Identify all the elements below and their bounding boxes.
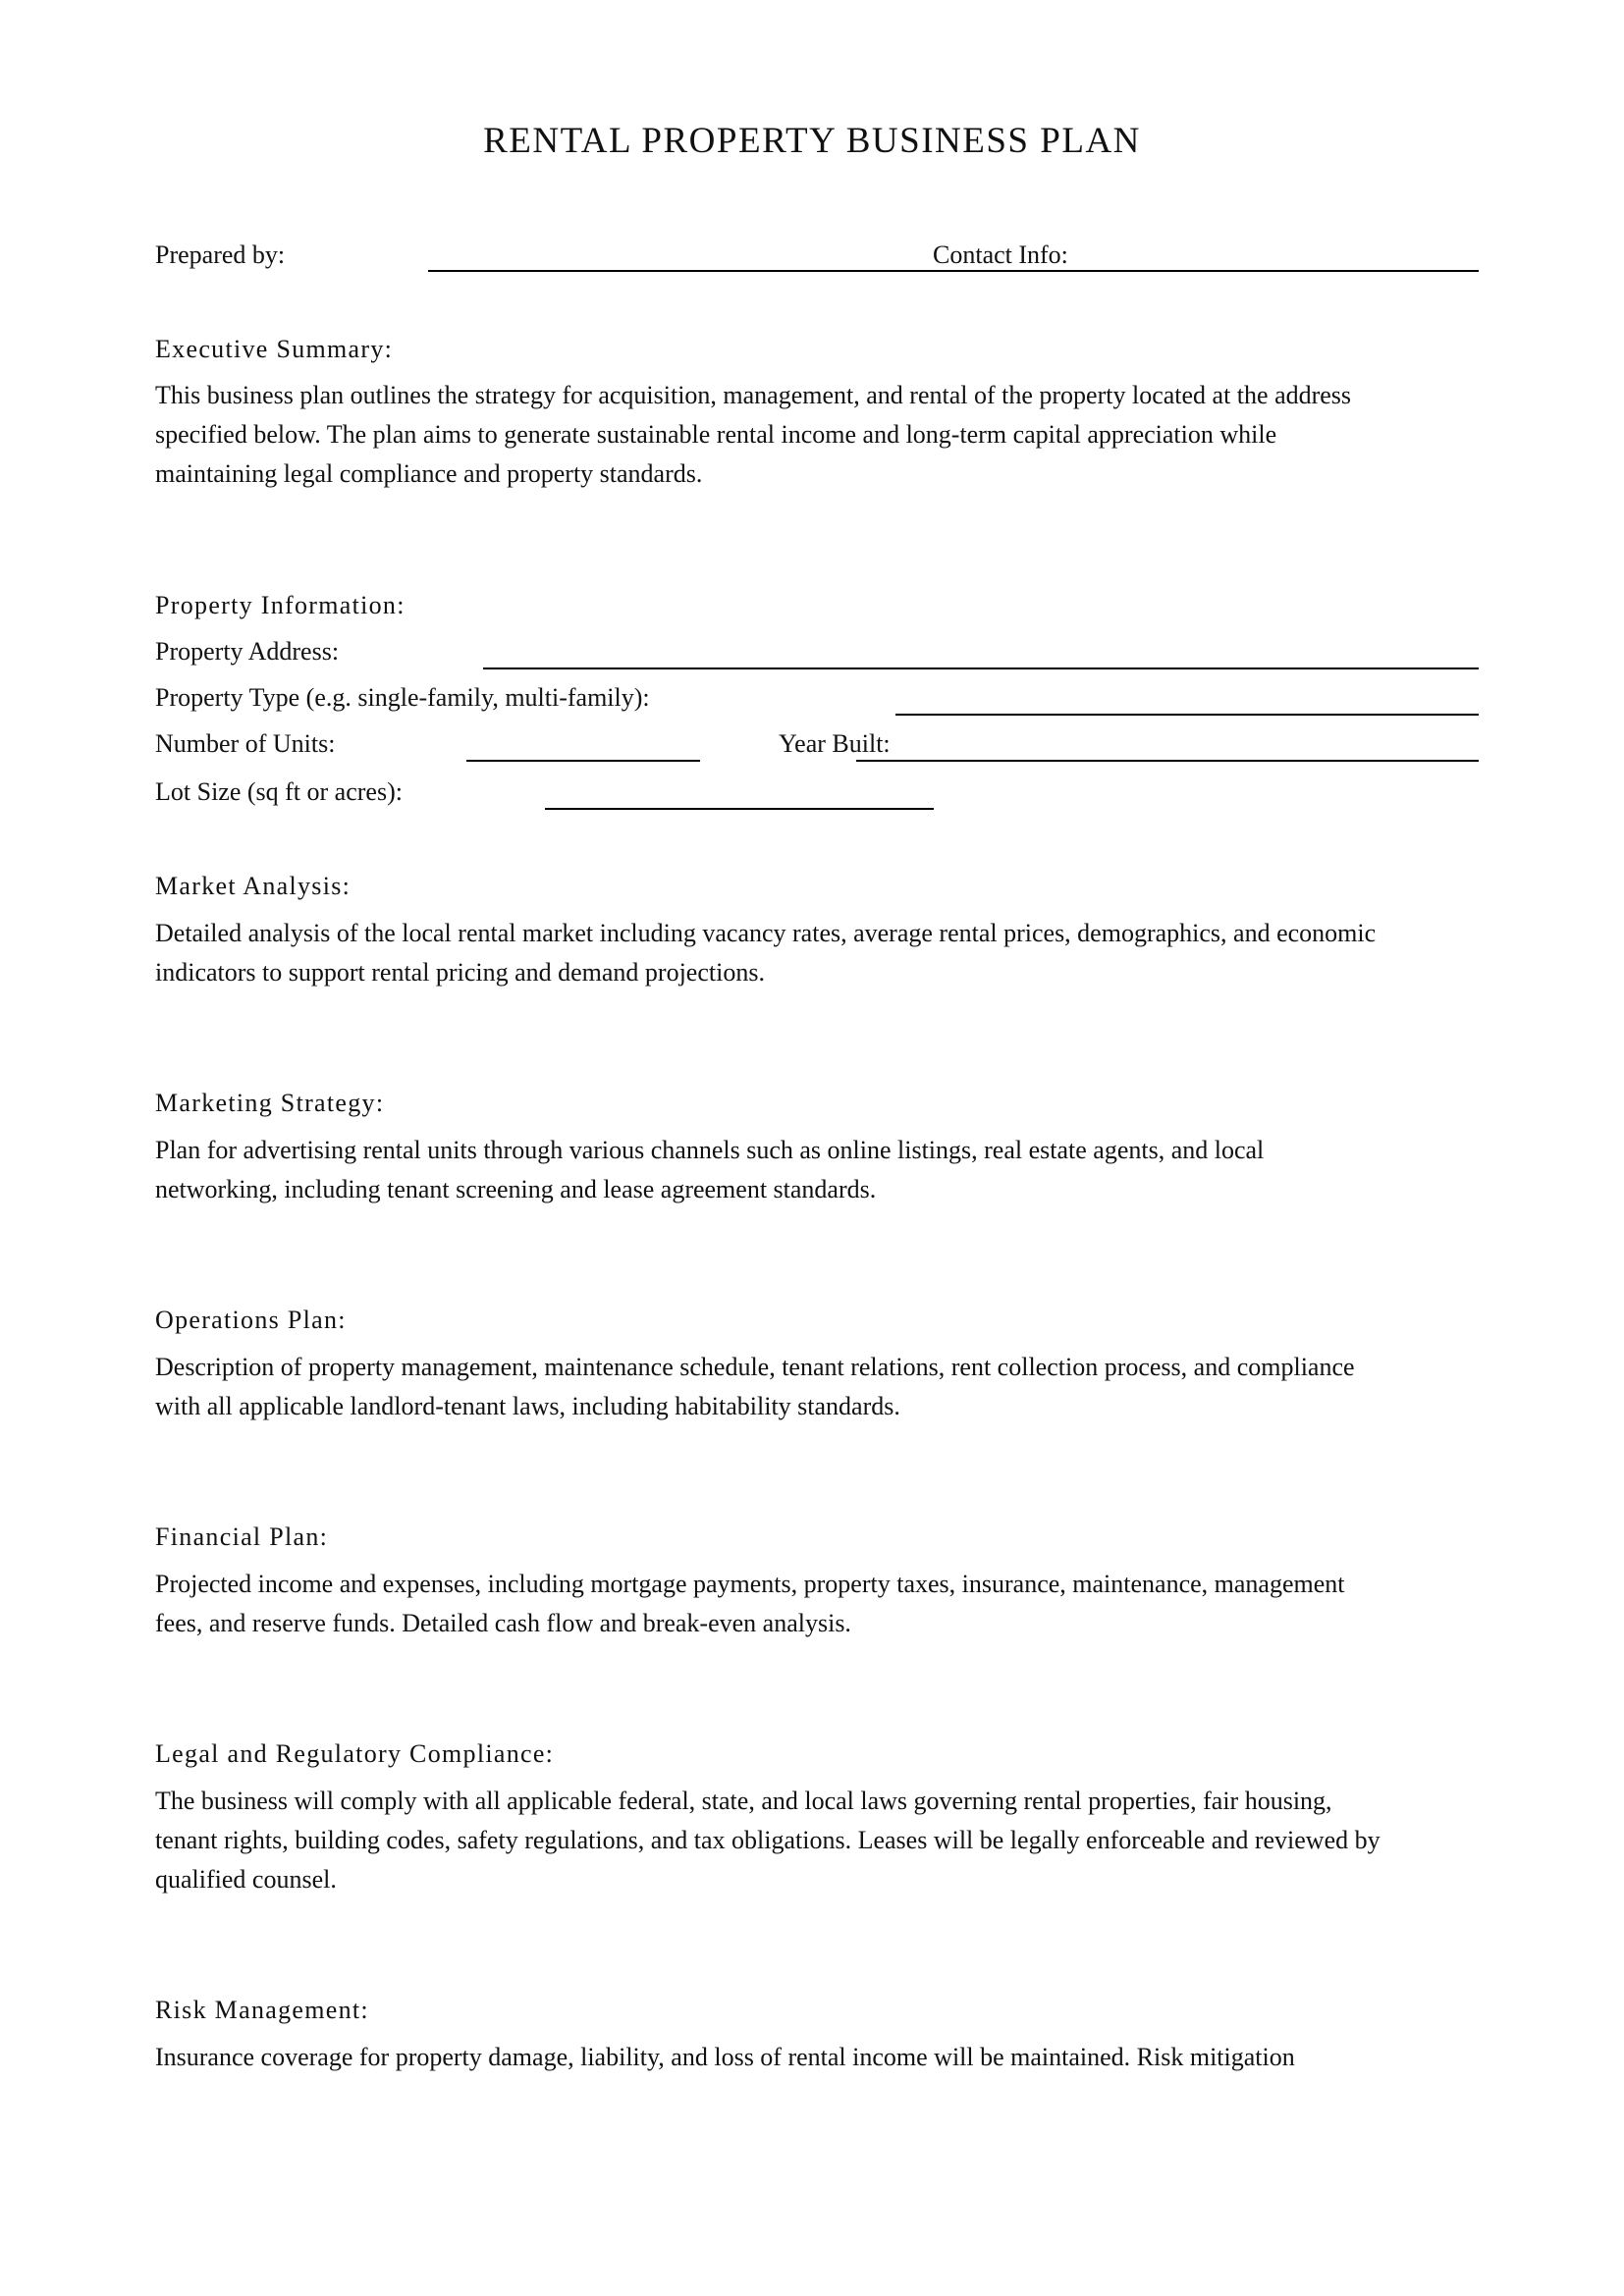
executive-summary-heading: Executive Summary: [155,335,394,363]
marketing-strategy-line: networking, including tenant screening and lease agreement standards. [155,1175,877,1203]
year-built-line[interactable] [856,760,1479,762]
executive-summary-line: maintaining legal compliance and property standards. [155,459,703,488]
legal-compliance-heading: Legal and Regulatory Compliance: [155,1739,555,1768]
lot-size-label: Lot Size (sq ft or acres): [155,777,403,806]
financial-plan-text [155,1565,1490,1643]
property-type-line[interactable] [895,714,1479,716]
lot-size-line[interactable] [545,808,934,810]
market-analysis-text [155,914,1490,992]
market-analysis-line: Detailed analysis of the local rental market including vacancy rates, average rental prices, demographics, and economic [155,919,1377,947]
property-information-heading: Property Information: [155,591,406,619]
financial-plan-line: Projected income and expenses, including mortgage payments, property taxes, insurance, maintenance, management [155,1570,1345,1598]
legal-compliance-line: tenant rights, building codes, safety regulations, and tax obligations. Leases will be legally enforceable and reviewed by [155,1826,1380,1854]
executive-summary-text [155,376,1490,494]
market-analysis-heading: Market Analysis: [155,872,352,900]
executive-summary-line: specified below. The plan aims to generate sustainable rental income and long-term capital appreciation while [155,420,1277,449]
year-built-label: Year Built: [779,729,891,758]
financial-plan-heading: Financial Plan: [155,1522,329,1551]
property-address-label: Property Address: [155,637,340,666]
marketing-strategy-text [155,1131,1490,1209]
property-type-label: Property Type (e.g. single-family, multi-family): [155,683,650,712]
operations-plan-line: with all applicable landlord-tenant laws, including habitability standards. [155,1392,900,1420]
legal-compliance-line: qualified counsel. [155,1865,337,1894]
operations-plan-heading: Operations Plan: [155,1306,347,1334]
operations-plan-text [155,1348,1490,1426]
market-analysis-line: indicators to support rental pricing and demand projections. [155,958,765,987]
number-of-units-label: Number of Units: [155,729,336,758]
executive-summary-line: This business plan outlines the strategy for acquisition, management, and rental of the property located at the address [155,381,1352,409]
page-title: RENTAL PROPERTY BUSINESS PLAN [483,121,1141,161]
marketing-strategy-heading: Marketing Strategy: [155,1089,385,1117]
marketing-strategy-line: Plan for advertising rental units through various channels such as online listings, real estate agents, and local [155,1136,1265,1164]
operations-plan-line: Description of property management, maintenance schedule, tenant relations, rent collection process, and compliance [155,1353,1355,1381]
number-of-units-line[interactable] [466,760,700,762]
prepared-by-label: Prepared by: [155,240,286,269]
risk-management-text [155,2038,1490,2077]
contact-info-label: Contact Info: [933,240,1068,269]
risk-management-heading: Risk Management: [155,1996,369,2024]
property-address-line[interactable] [483,667,1479,669]
risk-management-line: Insurance coverage for property damage, liability, and loss of rental income will be maintained. Risk mitigation [155,2043,1295,2071]
legal-compliance-line: The business will comply with all applicable federal, state, and local laws governing rental properties, fair housing, [155,1787,1332,1815]
financial-plan-line: fees, and reserve funds. Detailed cash flow and break-even analysis. [155,1609,851,1637]
legal-compliance-text [155,1782,1490,1899]
